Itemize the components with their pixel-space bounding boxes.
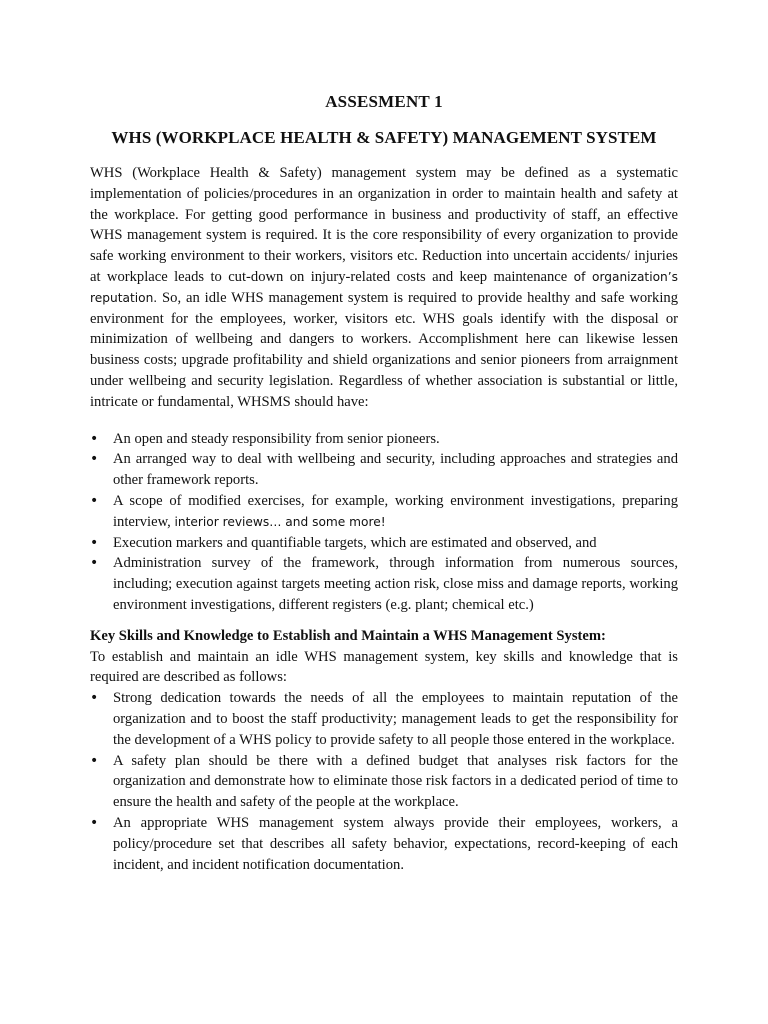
section-intro: To establish and maintain an idle WHS management system, key skills and knowledge that is required are described as follows: xyxy=(90,648,678,686)
document-title: ASSESMENT 1 xyxy=(325,92,443,111)
list-item: • Administration survey of the framework, through information from numerous sources, including; execution against targets meeting action risk, close miss and damage reports, working environment investigations, different registers (e.g. plant; chemical etc.) xyxy=(90,553,678,615)
list-item: • A safety plan should be there with a defined budget that analyses risk factors for the organization and demonstrate how to eliminate those risk factors in a dedicated period of time to ensure the health and safety of the people at the workplace. xyxy=(90,751,678,813)
key-skills-list xyxy=(90,688,678,875)
list-item: • An appropriate WHS management system always provide their employees, workers, a policy/procedure set that describes all safety behavior, expectations, record-keeping of each incident, and incident notification documentation. xyxy=(90,813,678,875)
section-heading: Key Skills and Knowledge to Establish and Maintain a WHS Management System: xyxy=(90,627,606,644)
list-item: • A scope of modified exercises, for example, working environment investigations, preparing interview, interior reviews… and some more! xyxy=(90,491,678,533)
list-item-sans-text: interior reviews… and some more! xyxy=(174,514,386,529)
intro-paragraph xyxy=(90,163,678,413)
intro-text-part2: So, an idle WHS management system is required to provide healthy and safe working environment for the employees, worker, visitors etc. WHS goals identify with the disposal or minimization of wellbeing and dangers to workers. Accomplishment here can likewise lessen business costs; upgrade profitability and shield organizations and senior pioneers from arraignment under wellbeing and security legislation. Regardless of whether association is substantial or little, intricate or fundamental, WHSMS should have: xyxy=(90,289,678,410)
intro-sans-text: of organization’s reputation. xyxy=(90,269,678,305)
document-body xyxy=(90,163,678,875)
list-item: • Strong dedication towards the needs of all the employees to maintain reputation of the organization and to boost the staff productivity; management leads to get the responsibility for the development of a WHS policy to provide safety to all people those entered in the workplace. xyxy=(90,688,678,750)
list-item: • An open and steady responsibility from senior pioneers. xyxy=(90,429,678,450)
whsms-requirements-list xyxy=(90,429,678,616)
list-item: • An arranged way to deal with wellbeing and security, including approaches and strategies and other framework reports. xyxy=(90,449,678,491)
document-subtitle: WHS (WORKPLACE HEALTH & SAFETY) MANAGEMENT SYSTEM xyxy=(111,128,657,147)
list-item: • Execution markers and quantifiable targets, which are estimated and observed, and xyxy=(90,533,678,554)
intro-text-part1: WHS (Workplace Health & Safety) management system may be defined as a systematic implementation of policies/procedures in an organization in order to maintain health and safety at the workplace. For getting good performance in business and productivity of staff, an effective WHS management system is required. It is the core responsibility of every organization to provide safe working environment to their workers, visitors etc. Reduction into uncertain accidents/ injuries at workplace leads to cut-down on injury-related costs and keep maintenance xyxy=(90,165,678,285)
